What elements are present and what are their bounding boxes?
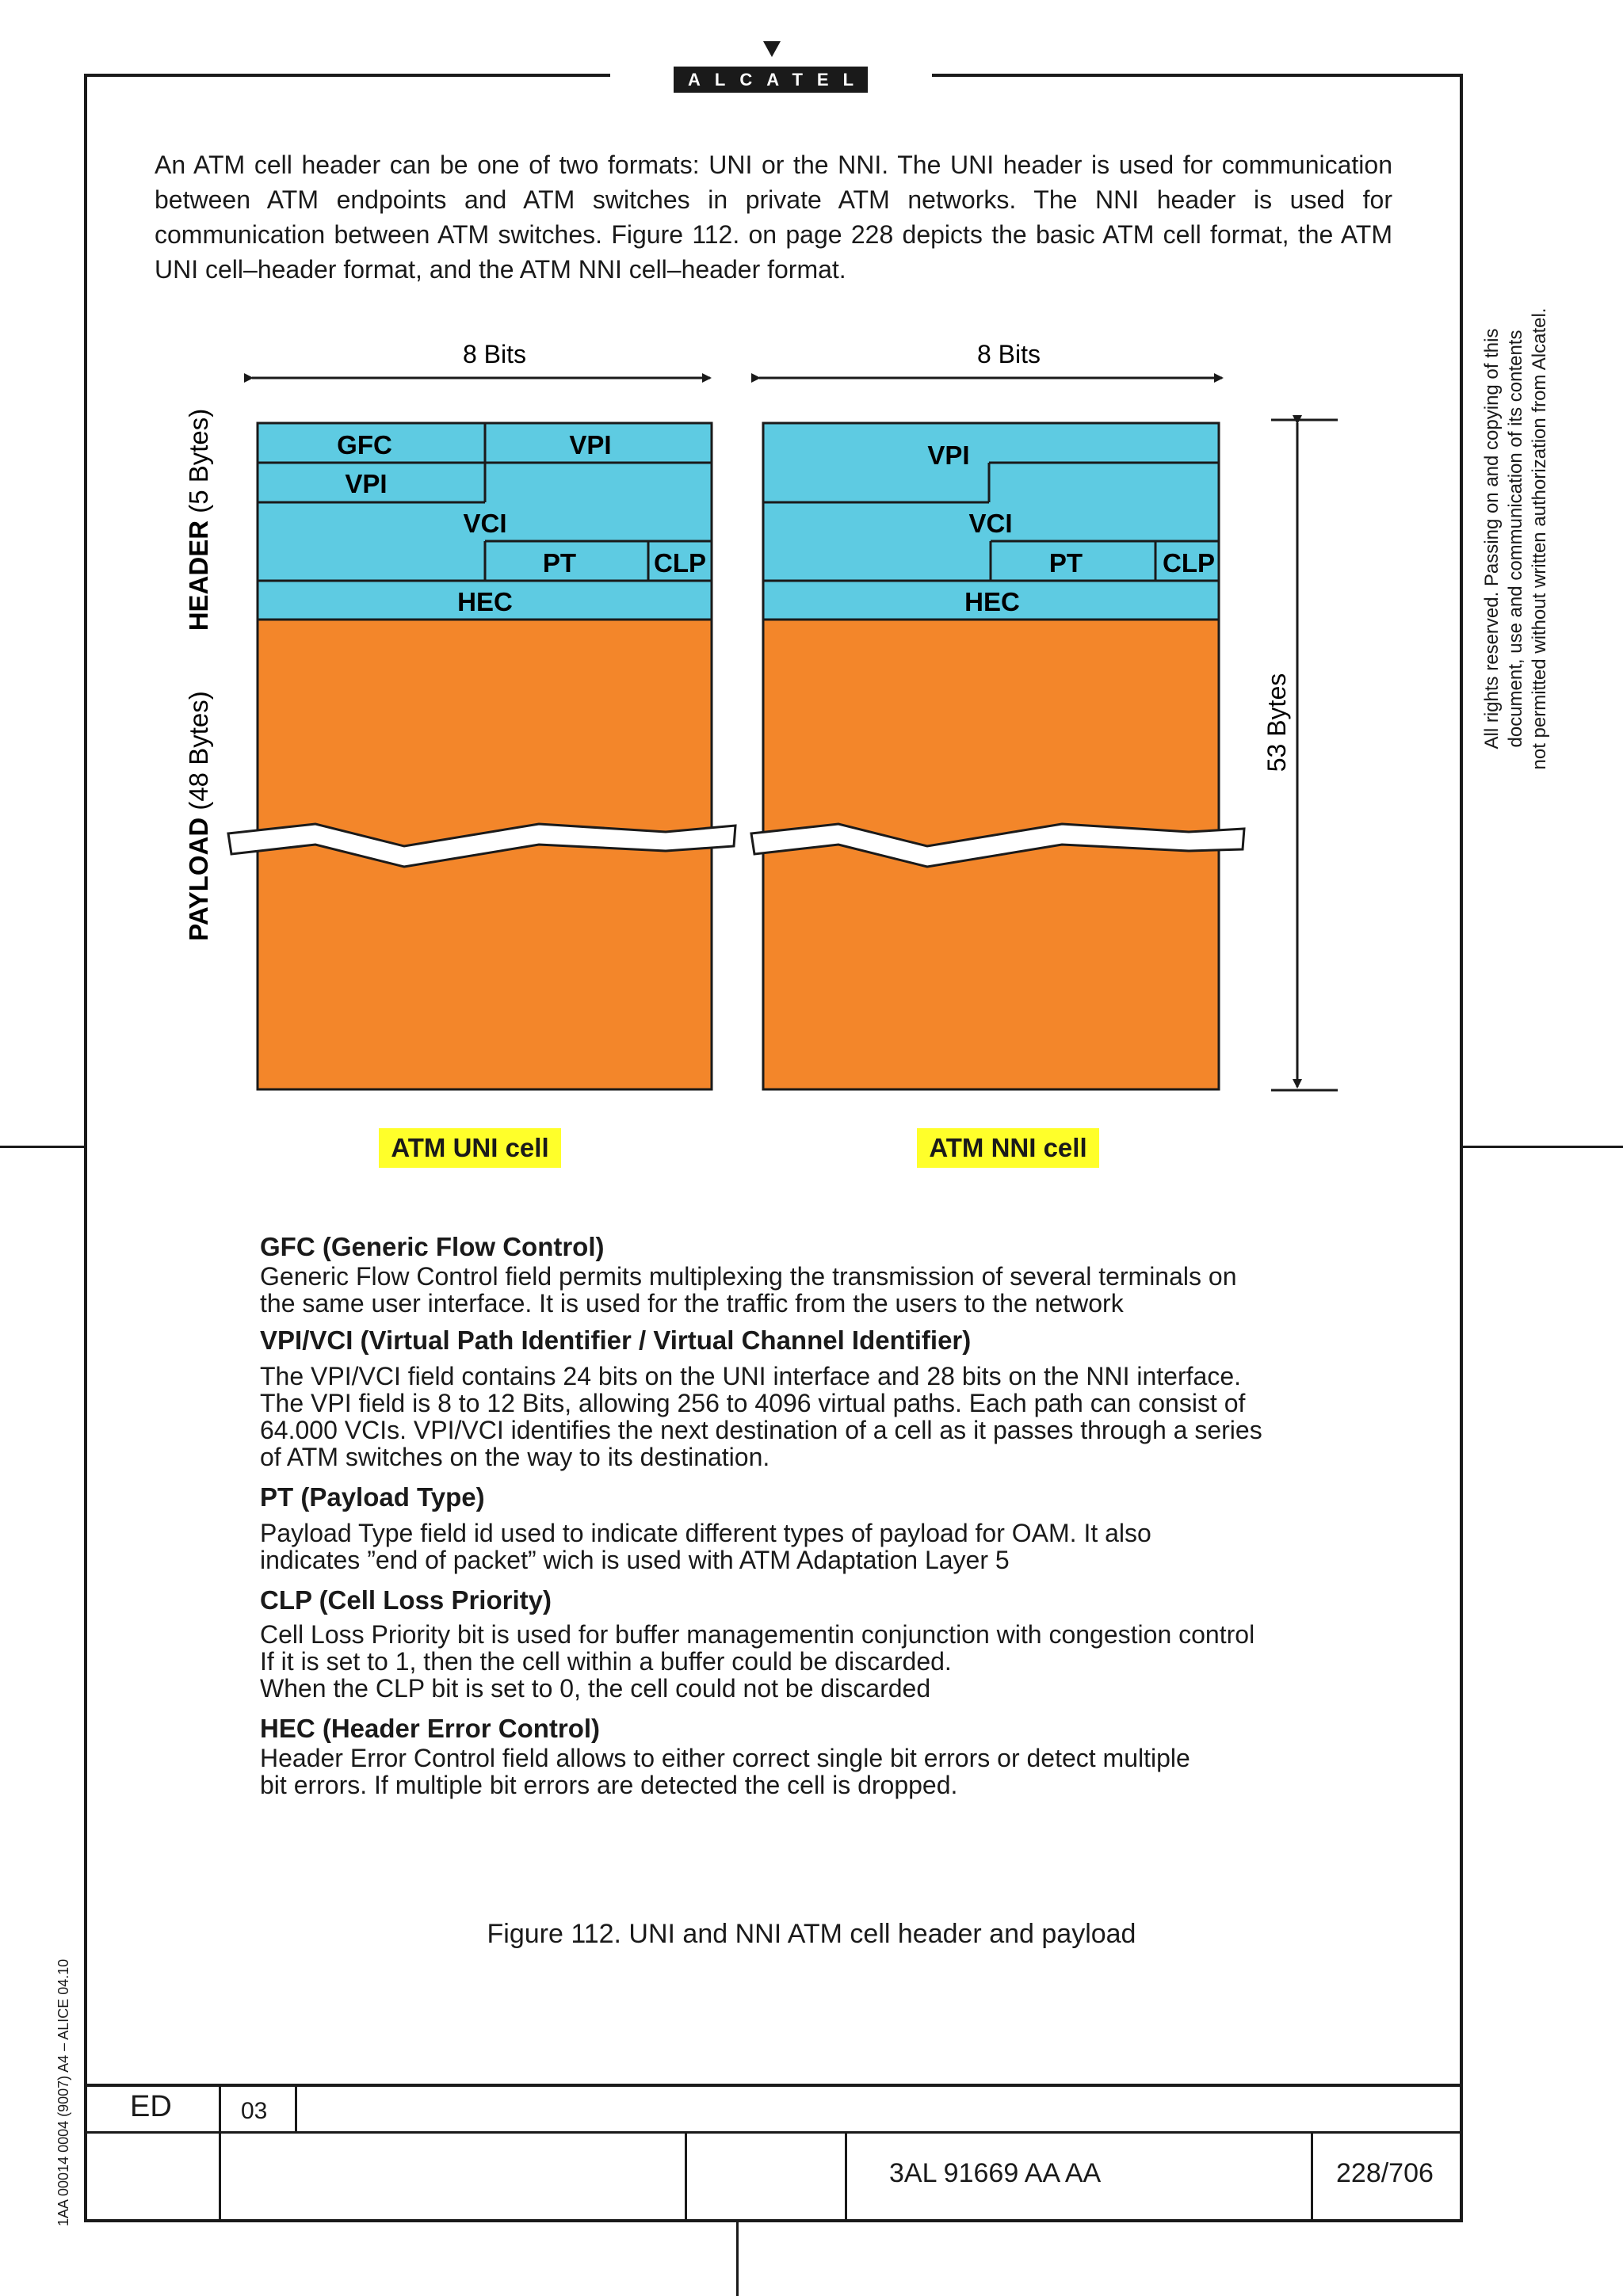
definition-hec bbox=[260, 1713, 1385, 1798]
header-label-bold: HEADER bbox=[184, 520, 213, 631]
definition-clp bbox=[260, 1585, 1385, 1702]
rights-note-line-1: All rights reserved. Passing on and copying of this bbox=[1481, 328, 1503, 749]
fold-mark-bottom bbox=[736, 2222, 739, 2296]
definition-pt bbox=[260, 1482, 1385, 1573]
title-block bbox=[84, 2084, 1463, 2222]
definition-title: HEC (Header Error Control) bbox=[260, 1714, 601, 1743]
nni-cell bbox=[763, 423, 1219, 1089]
definition-title: VPI/VCI (Virtual Path Identifier / Virtual Channel Identifier) bbox=[260, 1325, 972, 1355]
figure-caption: Figure 112. UNI and NNI ATM cell header and payload bbox=[487, 1919, 1136, 1949]
payload-label-bold: PAYLOAD bbox=[184, 817, 213, 941]
uni-field-gfc: GFC bbox=[337, 430, 392, 460]
uni-field-hec: HEC bbox=[457, 587, 513, 616]
header-label-normal: (5 Bytes) bbox=[184, 408, 213, 521]
intro-paragraph: An ATM cell header can be one of two formats: UNI or the NNI. The UNI header is used for communication between ATM endpoints and ATM switches in private ATM networks. The NNI header is used for communication between ATM switches. Figure 112. on page 228 depicts the basic ATM cell format, the ATM UNI cell–header format, and the ATM NNI cell–header format. bbox=[155, 151, 1392, 284]
definition-title: PT (Payload Type) bbox=[260, 1482, 485, 1512]
field-definitions bbox=[260, 1231, 1385, 1798]
page-number: 228/706 bbox=[1336, 2158, 1434, 2188]
header-size-label bbox=[184, 409, 213, 631]
uni-cell bbox=[258, 423, 712, 1089]
edition-value: 03 bbox=[241, 2098, 268, 2124]
uni-field-vpi-2: VPI bbox=[345, 469, 388, 498]
uni-width-label: 8 Bits bbox=[462, 340, 527, 368]
uni-cell-caption: ATM UNI cell bbox=[379, 1128, 561, 1168]
nni-field-vpi: VPI bbox=[927, 441, 970, 470]
definition-body: Header Error Control field allows to either correct single bit errors or detect multiple bit errors. If multiple bit errors are detected the cell is dropped. bbox=[260, 1744, 1190, 1799]
definition-body: The VPI/VCI field contains 24 bits on the UNI interface and 28 bits on the NNI interface. The VPI field is 8 to 12 Bits, allowing 256 to 4096 virtual paths. Each path can consist of 64.000 VCIs. VPI/VCI identifies the next destination of a cell as it passes through a series of ATM switches on the way to its destination. bbox=[260, 1362, 1262, 1471]
nni-field-vci: VCI bbox=[968, 509, 1013, 538]
rights-note-line-3: not permitted without written authorization from Alcatel. bbox=[1529, 307, 1550, 770]
definition-title: GFC (Generic Flow Control) bbox=[260, 1232, 605, 1261]
uni-field-pt: PT bbox=[542, 548, 577, 578]
uni-field-clp: CLP bbox=[654, 548, 706, 578]
definition-body: Generic Flow Control field permits multiplexing the transmission of several terminals on the same user interface. It is used for the traffic from the users to the network bbox=[260, 1262, 1237, 1318]
document-number: 3AL 91669 AA AA bbox=[889, 2158, 1102, 2188]
definition-body: Cell Loss Priority bit is used for buffer managementin conjunction with congestion control If it is set to 1, then the cell within a buffer could be discarded. When the CLP bit is set to 0, the cell could not be discarded bbox=[260, 1620, 1255, 1703]
definition-gfc bbox=[260, 1231, 1385, 1317]
form-code: 1AA 00014 0004 (9007) A4 – ALICE 04.10 bbox=[55, 1958, 71, 2226]
alcatel-logo: ALCATEL bbox=[674, 67, 868, 93]
uni-field-vpi-1: VPI bbox=[569, 430, 612, 460]
nni-field-pt: PT bbox=[1048, 548, 1083, 578]
total-size-label: 53 Bytes bbox=[1262, 673, 1291, 772]
nni-cell-caption: ATM NNI cell bbox=[917, 1128, 1099, 1168]
rights-note-line-2: document, use and communication of its contents bbox=[1505, 330, 1526, 748]
definition-title: CLP (Cell Loss Priority) bbox=[260, 1585, 552, 1615]
edition-label: ED bbox=[130, 2090, 172, 2123]
nni-field-hec: HEC bbox=[964, 587, 1020, 616]
nni-width-label: 8 Bits bbox=[976, 340, 1041, 368]
payload-size-label bbox=[184, 691, 213, 940]
nni-field-clp: CLP bbox=[1163, 548, 1215, 578]
payload-label-normal: (48 Bytes) bbox=[184, 691, 213, 818]
definition-body: Payload Type field id used to indicate different types of payload for OAM. It also indicates ”end of packet” wich is used with ATM Adaptation Layer 5 bbox=[260, 1519, 1151, 1574]
definition-vpi-vci bbox=[260, 1325, 1385, 1470]
uni-field-vci: VCI bbox=[463, 509, 507, 538]
